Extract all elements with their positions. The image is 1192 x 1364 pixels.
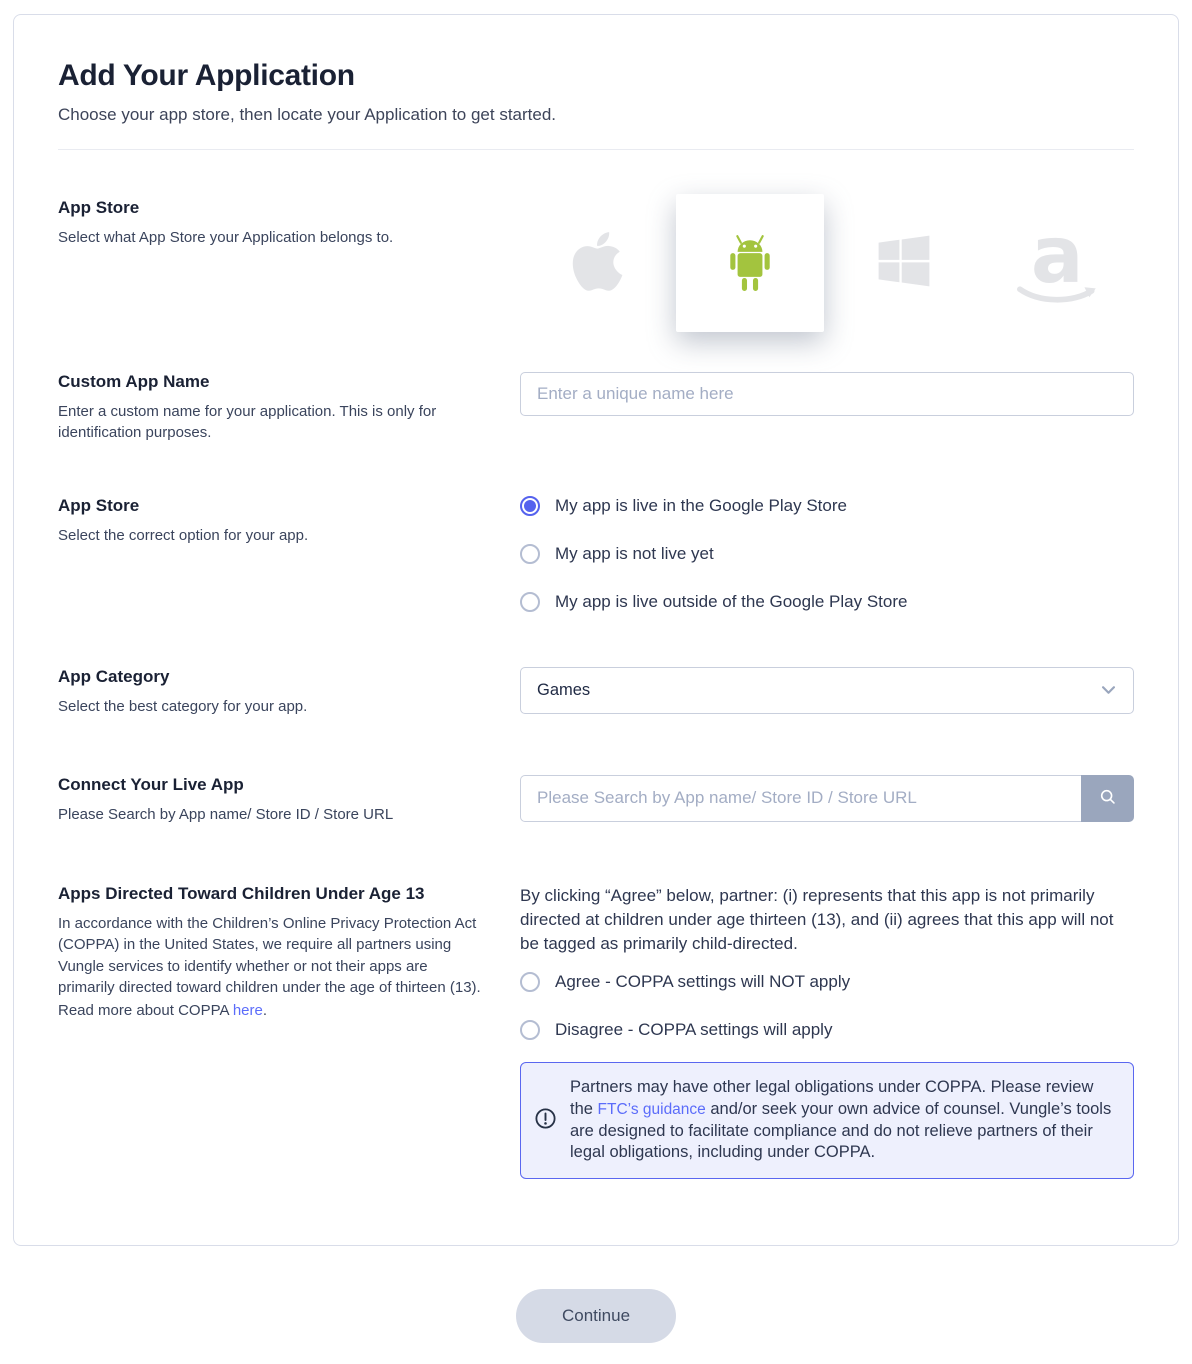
continue-button[interactable]: Continue xyxy=(516,1289,676,1343)
connect-description: Please Search by App name/ Store ID / Store URL xyxy=(58,805,394,823)
app-search-button[interactable] xyxy=(1081,775,1134,822)
page-subtitle: Choose your app store, then locate your Application to get started. xyxy=(58,105,557,124)
category-section xyxy=(58,667,1134,717)
app-search xyxy=(520,775,1134,822)
footer xyxy=(0,1289,1192,1343)
radio-label: My app is live in the Google Play Store xyxy=(555,495,847,515)
custom-name-input[interactable] xyxy=(520,372,1134,416)
connect-section xyxy=(58,775,1134,825)
alert-circle-icon xyxy=(534,1107,557,1135)
app-store-picker-section xyxy=(58,198,1134,328)
category-selected-value: Games xyxy=(537,680,591,699)
ftc-guidance-link[interactable]: FTC’s guidance xyxy=(597,1100,706,1118)
android-icon xyxy=(723,228,777,299)
store-option-windows[interactable] xyxy=(827,232,981,295)
category-label: App Category xyxy=(58,666,170,686)
store-icons-row xyxy=(520,198,1134,328)
category-description: Select the best category for your app. xyxy=(58,697,308,715)
search-icon xyxy=(1099,788,1117,809)
radio-circle-icon[interactable] xyxy=(520,1020,540,1040)
app-store-picker-info xyxy=(58,198,482,328)
coppa-label: Apps Directed Toward Children Under Age 13 xyxy=(58,884,425,904)
coppa-agreement-text: By clicking “Agree” below, partner: (i) represents that this app is not primarily directed at children under age thirteen (13), and (ii) agrees that this app will not be tagged as primarily child-directed. xyxy=(520,886,1114,954)
add-application-card xyxy=(13,14,1179,1246)
connect-label: Connect Your Live App xyxy=(58,774,244,794)
header-divider xyxy=(58,149,1134,150)
coppa-options xyxy=(520,972,1134,1040)
radio-label: My app is not live yet xyxy=(555,543,714,563)
coppa-notice-text: Partners may have other legal obligations under COPPA. Please review the FTC’s guidance and/or seek your own advice of counsel. Vungle’s tools are designed to facilitate compliance and do not relieve partners of their legal obligations, including under COPPA. xyxy=(570,1078,1112,1162)
radio-circle-icon[interactable] xyxy=(520,544,540,564)
radio-circle-icon[interactable] xyxy=(520,972,540,992)
live-status-options xyxy=(520,496,1134,612)
custom-name-label: Custom App Name xyxy=(58,372,210,391)
coppa-section xyxy=(58,884,1134,1179)
store-option-android[interactable] xyxy=(674,194,828,332)
app-store-picker-label: App Store xyxy=(58,198,140,217)
live-status-section xyxy=(58,496,1134,612)
app-search-input[interactable] xyxy=(520,775,1081,822)
coppa-read-more: Read more about COPPA here. xyxy=(58,1002,268,1020)
chevron-down-icon xyxy=(1102,681,1115,699)
radio-circle-icon[interactable] xyxy=(520,496,540,516)
radio-live-outside-play-store[interactable] xyxy=(520,592,1134,612)
store-option-amazon[interactable] xyxy=(981,210,1135,308)
category-select[interactable] xyxy=(520,667,1134,714)
selected-store-card xyxy=(676,194,824,332)
coppa-controls xyxy=(520,884,1134,1179)
custom-name-section xyxy=(58,372,1134,444)
coppa-legal-notice xyxy=(520,1062,1134,1179)
page-title: Add Your Application xyxy=(58,59,355,92)
amazon-icon: a xyxy=(1015,225,1099,308)
coppa-here-link[interactable]: here xyxy=(232,1002,263,1020)
radio-live-in-play-store[interactable] xyxy=(520,496,1134,516)
radio-label: Agree - COPPA settings will NOT apply xyxy=(555,972,851,992)
radio-coppa-agree[interactable] xyxy=(520,972,1134,992)
radio-circle-icon[interactable] xyxy=(520,592,540,612)
live-status-description: Select the correct option for your app. xyxy=(58,526,309,544)
live-status-info xyxy=(58,496,482,612)
radio-not-live-yet[interactable] xyxy=(520,544,1134,564)
category-info xyxy=(58,667,482,717)
apple-icon xyxy=(571,228,623,299)
radio-label: Disagree - COPPA settings will apply xyxy=(555,1020,833,1040)
connect-info xyxy=(58,775,482,825)
store-option-apple[interactable] xyxy=(520,228,674,299)
custom-name-description: Enter a custom name for your application. This is only for identification purposes. xyxy=(58,403,437,442)
radio-coppa-disagree[interactable] xyxy=(520,1020,1134,1040)
app-store-picker-description: Select what App Store your Application belongs to. xyxy=(58,229,394,246)
live-status-label: App Store xyxy=(58,495,140,515)
custom-name-info xyxy=(58,372,482,444)
windows-icon xyxy=(876,232,932,295)
coppa-info xyxy=(58,884,482,1179)
radio-label: My app is live outside of the Google Play Store xyxy=(555,591,908,611)
coppa-description: In accordance with the Children’s Online Privacy Protection Act (COPPA) in the United States, we require all partners using Vungle services to identify whether or not their apps are primarily directed toward children under the age of thirteen (13). xyxy=(58,915,481,997)
